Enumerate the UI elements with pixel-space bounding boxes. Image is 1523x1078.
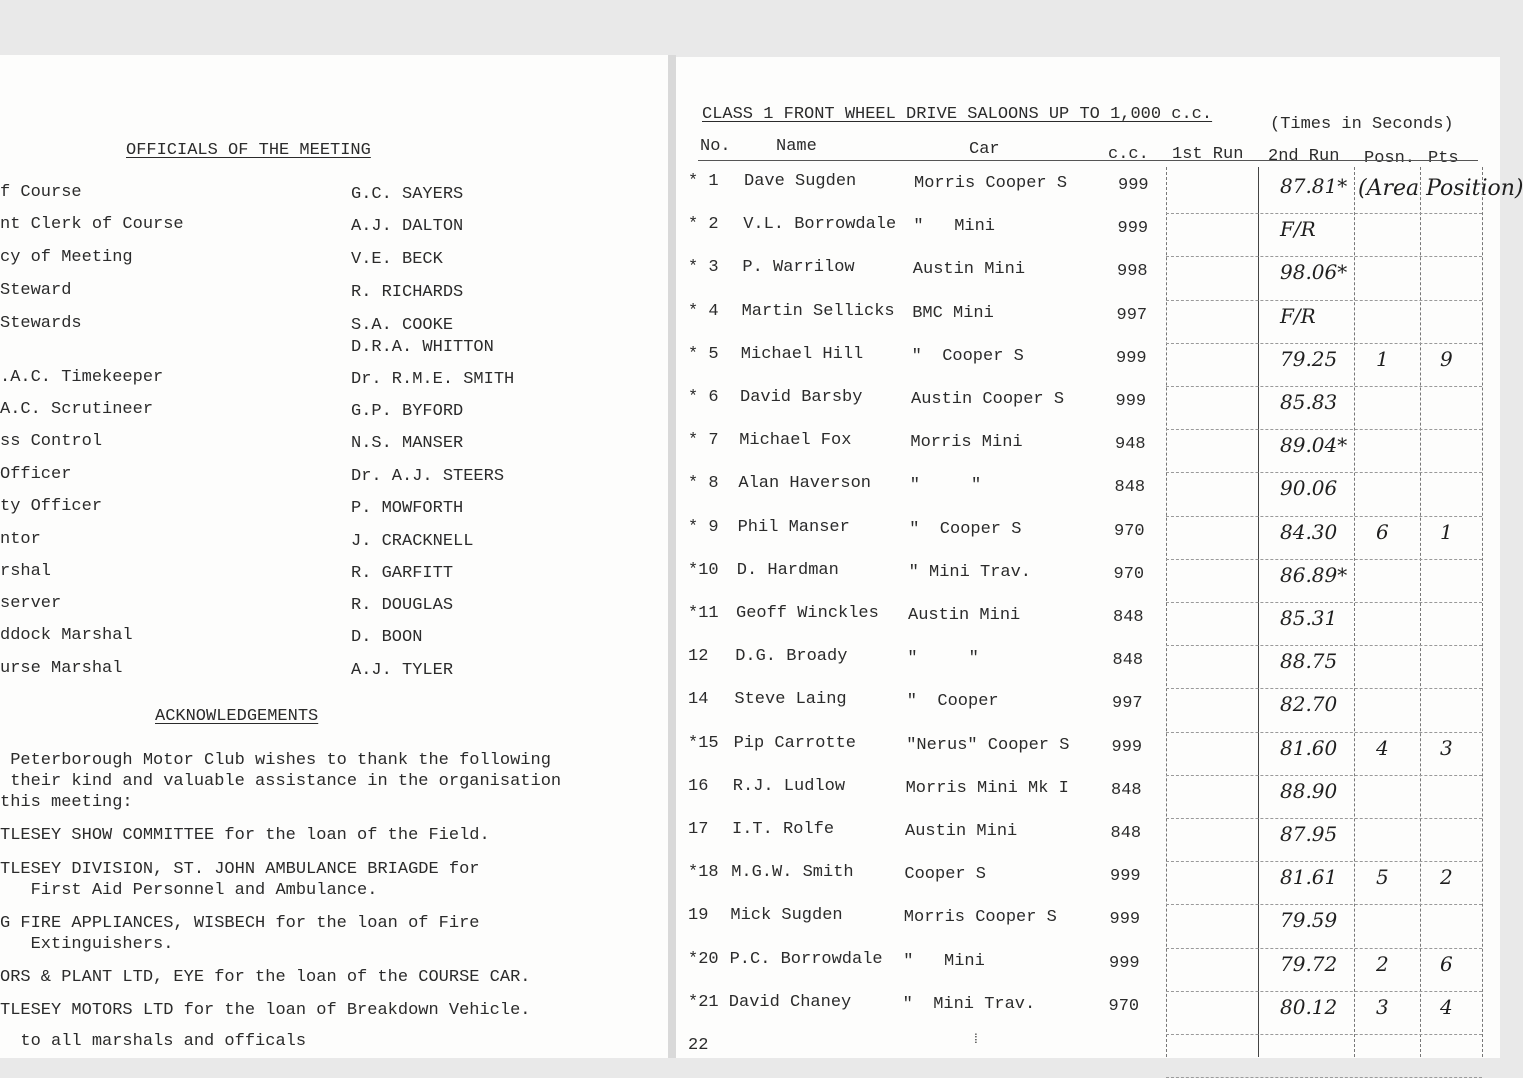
car-model: " " bbox=[907, 649, 979, 669]
entry-number: * 7 bbox=[688, 431, 719, 451]
engine-cc: 999 bbox=[1110, 867, 1141, 887]
second-run-time: 81.60 bbox=[1280, 735, 1338, 760]
points: 4 bbox=[1440, 994, 1453, 1019]
car-model: " Cooper S bbox=[911, 346, 1024, 366]
driver-name: D.G. Broady bbox=[735, 647, 848, 667]
entry-number: * 6 bbox=[688, 388, 719, 407]
second-run-time: 87.81* bbox=[1280, 174, 1348, 198]
official-role: cy of Meeting bbox=[0, 248, 133, 267]
driver-name: Pip Carrotte bbox=[733, 733, 857, 753]
second-run-time: 85.83 bbox=[1280, 390, 1338, 414]
second-run-time: 79.59 bbox=[1280, 908, 1338, 933]
second-run-time: 86.89* bbox=[1280, 562, 1348, 587]
official-role: ss Control bbox=[0, 432, 103, 451]
official-name: Dr. A.J. STEERS bbox=[351, 467, 505, 486]
engine-cc: 999 bbox=[1117, 219, 1149, 239]
car-model: " Cooper S bbox=[909, 519, 1022, 539]
right-page bbox=[676, 57, 1523, 1058]
area-position-note: (Area Position) bbox=[1358, 176, 1523, 201]
official-role: server bbox=[0, 594, 62, 613]
engine-cc: 848 bbox=[1112, 651, 1144, 671]
position: 3 bbox=[1376, 994, 1389, 1019]
driver-name: M.G.W. Smith bbox=[731, 863, 854, 883]
second-run-time: F/R bbox=[1280, 303, 1316, 328]
engine-cc: 999 bbox=[1115, 392, 1147, 411]
header-posn: Posn. bbox=[1364, 149, 1416, 168]
header-no: No. bbox=[700, 137, 731, 156]
entry-number: 14 bbox=[688, 690, 709, 710]
driver-name: David Barsby bbox=[740, 388, 863, 407]
engine-cc: 999 bbox=[1116, 348, 1147, 368]
entry-number: * 1 bbox=[688, 172, 719, 191]
position: 4 bbox=[1376, 735, 1389, 760]
points: 9 bbox=[1440, 346, 1453, 371]
official-name: A.J. TYLER bbox=[351, 661, 454, 680]
car-model: Cooper S bbox=[904, 865, 987, 885]
driver-name: Martin Sellicks bbox=[741, 301, 895, 321]
officials-title: OFFICIALS OF THE MEETING bbox=[126, 141, 371, 160]
official-name: R. GARFITT bbox=[351, 564, 454, 583]
entry-number: *18 bbox=[688, 863, 719, 883]
grid-row-line bbox=[1166, 213, 1482, 214]
car-model: " " bbox=[909, 476, 982, 496]
official-role: urse Marshal bbox=[0, 659, 123, 678]
car-model: Morris Cooper S bbox=[903, 908, 1057, 928]
entry-number: 17 bbox=[688, 820, 709, 839]
engine-cc: 998 bbox=[1117, 262, 1148, 282]
entry-number: * 9 bbox=[688, 517, 719, 537]
car-model: Austin Cooper S bbox=[911, 390, 1065, 409]
driver-name: Geoff Winckles bbox=[736, 604, 879, 623]
grid-row-line bbox=[1166, 861, 1482, 862]
acknowledgement-line: G FIRE APPLIANCES, WISBECH for the loan of Fire bbox=[0, 914, 480, 933]
engine-cc: 997 bbox=[1112, 694, 1143, 714]
grid-row-line bbox=[1166, 645, 1482, 646]
official-role: nt Clerk of Course bbox=[0, 215, 184, 234]
car-model: " Mini bbox=[913, 217, 996, 237]
header-car: Car bbox=[969, 140, 1000, 159]
official-name: S.A. COOKE bbox=[351, 316, 454, 335]
header-pts: Pts bbox=[1428, 149, 1459, 168]
grid-row-line bbox=[1166, 775, 1482, 776]
official-name: P. MOWFORTH bbox=[351, 499, 464, 518]
official-name: J. CRACKNELL bbox=[351, 532, 474, 551]
entry-number: 12 bbox=[688, 647, 709, 667]
acknowledgement-line: First Aid Personnel and Ambulance. bbox=[0, 881, 378, 900]
engine-cc: 848 bbox=[1113, 608, 1144, 627]
grid-row-line bbox=[1166, 343, 1482, 344]
official-role: ddock Marshal bbox=[0, 626, 133, 645]
car-model: BMC Mini bbox=[912, 303, 994, 323]
second-run-time: 82.70 bbox=[1280, 692, 1338, 717]
times-note: (Times in Seconds) bbox=[1270, 115, 1454, 134]
position: 6 bbox=[1376, 519, 1389, 544]
grid-row-line bbox=[1166, 256, 1482, 257]
entry-number: *10 bbox=[688, 560, 719, 580]
official-name: V.E. BECK bbox=[351, 250, 443, 269]
left-page bbox=[0, 55, 668, 1058]
car-model: " Mini bbox=[903, 951, 985, 971]
entry-number: * 5 bbox=[688, 344, 719, 364]
engine-cc: 970 bbox=[1113, 564, 1145, 584]
second-run-time: 88.75 bbox=[1280, 649, 1338, 674]
engine-cc: 999 bbox=[1109, 953, 1140, 973]
driver-name: P. Warrilow bbox=[742, 258, 855, 278]
header-run1: 1st Run bbox=[1172, 145, 1244, 164]
engine-cc: 999 bbox=[1109, 910, 1141, 930]
second-run-time: 85.31 bbox=[1280, 606, 1338, 630]
grid-row-line bbox=[1166, 688, 1482, 689]
official-role: A.C. Scrutineer bbox=[0, 400, 154, 419]
official-role: .A.C. Timekeeper bbox=[0, 368, 164, 387]
grid-row-line bbox=[1166, 732, 1482, 733]
official-name: G.P. BYFORD bbox=[351, 402, 464, 421]
official-role: f Course bbox=[0, 183, 82, 202]
second-run-time: 98.06* bbox=[1280, 260, 1348, 285]
driver-name: Dave Sugden bbox=[744, 172, 857, 191]
entry-number: * 2 bbox=[688, 215, 719, 235]
driver-name: Mick Sugden bbox=[730, 906, 843, 926]
engine-cc: 848 bbox=[1114, 478, 1146, 498]
grid-row-line bbox=[1166, 948, 1482, 949]
header-run2: 2nd Run bbox=[1268, 147, 1340, 166]
official-name: N.S. MANSER bbox=[351, 434, 464, 453]
entry-number: *20 bbox=[688, 949, 719, 969]
official-name: R. DOUGLAS bbox=[351, 596, 454, 615]
position: 5 bbox=[1376, 865, 1389, 890]
official-role: Stewards bbox=[0, 314, 82, 333]
second-run-time: 81.61 bbox=[1280, 865, 1338, 890]
second-run-time: 89.04* bbox=[1280, 433, 1348, 458]
driver-name: Steve Laing bbox=[734, 690, 847, 710]
grid-row-line bbox=[1166, 429, 1482, 430]
official-name: R. RICHARDS bbox=[351, 283, 464, 302]
official-name: Dr. R.M.E. SMITH bbox=[351, 370, 515, 389]
entry-number: 22 bbox=[688, 1036, 709, 1055]
grid-row-line bbox=[1166, 559, 1482, 560]
acknowledgement-line: ORS & PLANT LTD, EYE for the loan of the COURSE CAR. bbox=[0, 968, 531, 987]
engine-cc: 848 bbox=[1110, 824, 1142, 843]
second-run-time: 79.25 bbox=[1280, 346, 1338, 371]
header-name: Name bbox=[776, 137, 817, 156]
car-model: Austin Mini bbox=[908, 606, 1021, 625]
driver-name: Phil Manser bbox=[737, 517, 850, 537]
official-name: G.C. SAYERS bbox=[351, 185, 464, 204]
driver-name: V.L. Borrowdale bbox=[743, 215, 897, 235]
car-model: " Cooper bbox=[906, 692, 999, 712]
grid-row-line bbox=[1166, 516, 1482, 517]
driver-name: David Chaney bbox=[728, 992, 852, 1012]
car-model: Morris Mini Mk I bbox=[905, 778, 1069, 798]
acknowledgement-line: Extinguishers. bbox=[0, 935, 174, 954]
second-run-time: 90.06 bbox=[1280, 476, 1338, 501]
grid-row-line bbox=[1166, 472, 1482, 473]
car-model: Morris Mini bbox=[910, 433, 1023, 453]
engine-cc: 848 bbox=[1111, 780, 1142, 800]
driver-name: D. Hardman bbox=[736, 560, 839, 580]
official-name: D. BOON bbox=[351, 628, 423, 647]
points: 1 bbox=[1440, 519, 1453, 544]
engine-cc: 997 bbox=[1116, 305, 1148, 325]
acknowledgement-line: their kind and valuable assistance in the organisation bbox=[0, 772, 562, 791]
official-name: A.J. DALTON bbox=[351, 217, 464, 236]
acknowledgement-line: TLESEY DIVISION, ST. JOHN AMBULANCE BRIAGDE for bbox=[0, 860, 480, 879]
entry-number: 16 bbox=[688, 776, 709, 796]
car-model: "Nerus" Cooper S bbox=[906, 735, 1070, 755]
page-gutter bbox=[668, 55, 676, 1058]
entry-number: * 3 bbox=[688, 258, 719, 278]
grid-row-line bbox=[1166, 1034, 1482, 1035]
engine-cc: 970 bbox=[1108, 996, 1140, 1016]
grid-row-line bbox=[1166, 300, 1482, 301]
driver-name: Michael Hill bbox=[740, 344, 864, 364]
entry-number: *11 bbox=[688, 604, 719, 623]
car-model: Austin Mini bbox=[912, 260, 1026, 280]
acknowledgement-line: Peterborough Motor Club wishes to thank the following bbox=[0, 751, 551, 770]
car-model: Morris Cooper S bbox=[914, 174, 1068, 193]
driver-name: Michael Fox bbox=[739, 431, 852, 451]
second-run-time: 84.30 bbox=[1280, 519, 1338, 544]
acknowledgement-line: to all marshals and officals bbox=[0, 1032, 307, 1051]
points: 3 bbox=[1440, 735, 1453, 760]
grid-row-line bbox=[1166, 602, 1482, 603]
engine-cc: 948 bbox=[1115, 435, 1146, 455]
driver-name: R.J. Ludlow bbox=[732, 776, 846, 796]
acknowledgement-line: this meeting: bbox=[0, 793, 133, 812]
official-name-second: D.R.A. WHITTON bbox=[351, 338, 494, 357]
points: 6 bbox=[1440, 951, 1453, 976]
car-model: Austin Mini bbox=[905, 822, 1018, 841]
car-model: " Mini Trav. bbox=[908, 562, 1032, 582]
entry-number: *21 bbox=[688, 992, 719, 1012]
grid-row-line bbox=[1166, 991, 1482, 992]
driver-name: Alan Haverson bbox=[738, 474, 872, 494]
position: 2 bbox=[1376, 951, 1389, 976]
car-model: " Mini Trav. bbox=[902, 994, 1036, 1014]
grid-row-line bbox=[1166, 904, 1482, 905]
second-run-time: 87.95 bbox=[1280, 822, 1338, 846]
second-run-time: 88.90 bbox=[1280, 778, 1338, 803]
driver-name: I.T. Rolfe bbox=[732, 820, 835, 839]
engine-cc: 970 bbox=[1114, 521, 1145, 541]
engine-cc: 999 bbox=[1118, 176, 1149, 195]
second-run-time: 79.72 bbox=[1280, 951, 1338, 976]
grid-row-line bbox=[1166, 818, 1482, 819]
acknowledgement-line: TLESEY SHOW COMMITTEE for the loan of the Field. bbox=[0, 826, 490, 845]
position: 1 bbox=[1376, 346, 1389, 371]
second-run-time: F/R bbox=[1280, 217, 1316, 242]
second-run-time: 80.12 bbox=[1280, 994, 1338, 1019]
driver-name: P.C. Borrowdale bbox=[729, 949, 883, 969]
acknowledgements-title: ACKNOWLEDGEMENTS bbox=[155, 707, 319, 726]
official-role: ty Officer bbox=[0, 497, 103, 516]
entry-number: *15 bbox=[688, 733, 719, 753]
official-role: Steward bbox=[0, 281, 72, 300]
entry-number: * 4 bbox=[688, 301, 719, 321]
grid-column-line bbox=[1482, 167, 1483, 1057]
official-role: rshal bbox=[0, 562, 52, 581]
header-rule bbox=[698, 160, 1478, 161]
grid-row-line bbox=[1166, 386, 1482, 387]
official-role: ntor bbox=[0, 530, 41, 549]
points: 2 bbox=[1440, 865, 1453, 890]
class-title: CLASS 1 FRONT WHEEL DRIVE SALOONS UP TO 1,000 c.c. bbox=[702, 105, 1213, 124]
official-role: Officer bbox=[0, 465, 72, 484]
entry-number: 19 bbox=[688, 906, 709, 926]
acknowledgement-line: TLESEY MOTORS LTD for the loan of Breakdown Vehicle. bbox=[0, 1001, 531, 1020]
header-cc: c.c. bbox=[1108, 145, 1149, 164]
page-mark: ⁞ bbox=[972, 1032, 980, 1047]
engine-cc: 999 bbox=[1111, 737, 1143, 757]
entry-number: * 8 bbox=[688, 474, 719, 494]
